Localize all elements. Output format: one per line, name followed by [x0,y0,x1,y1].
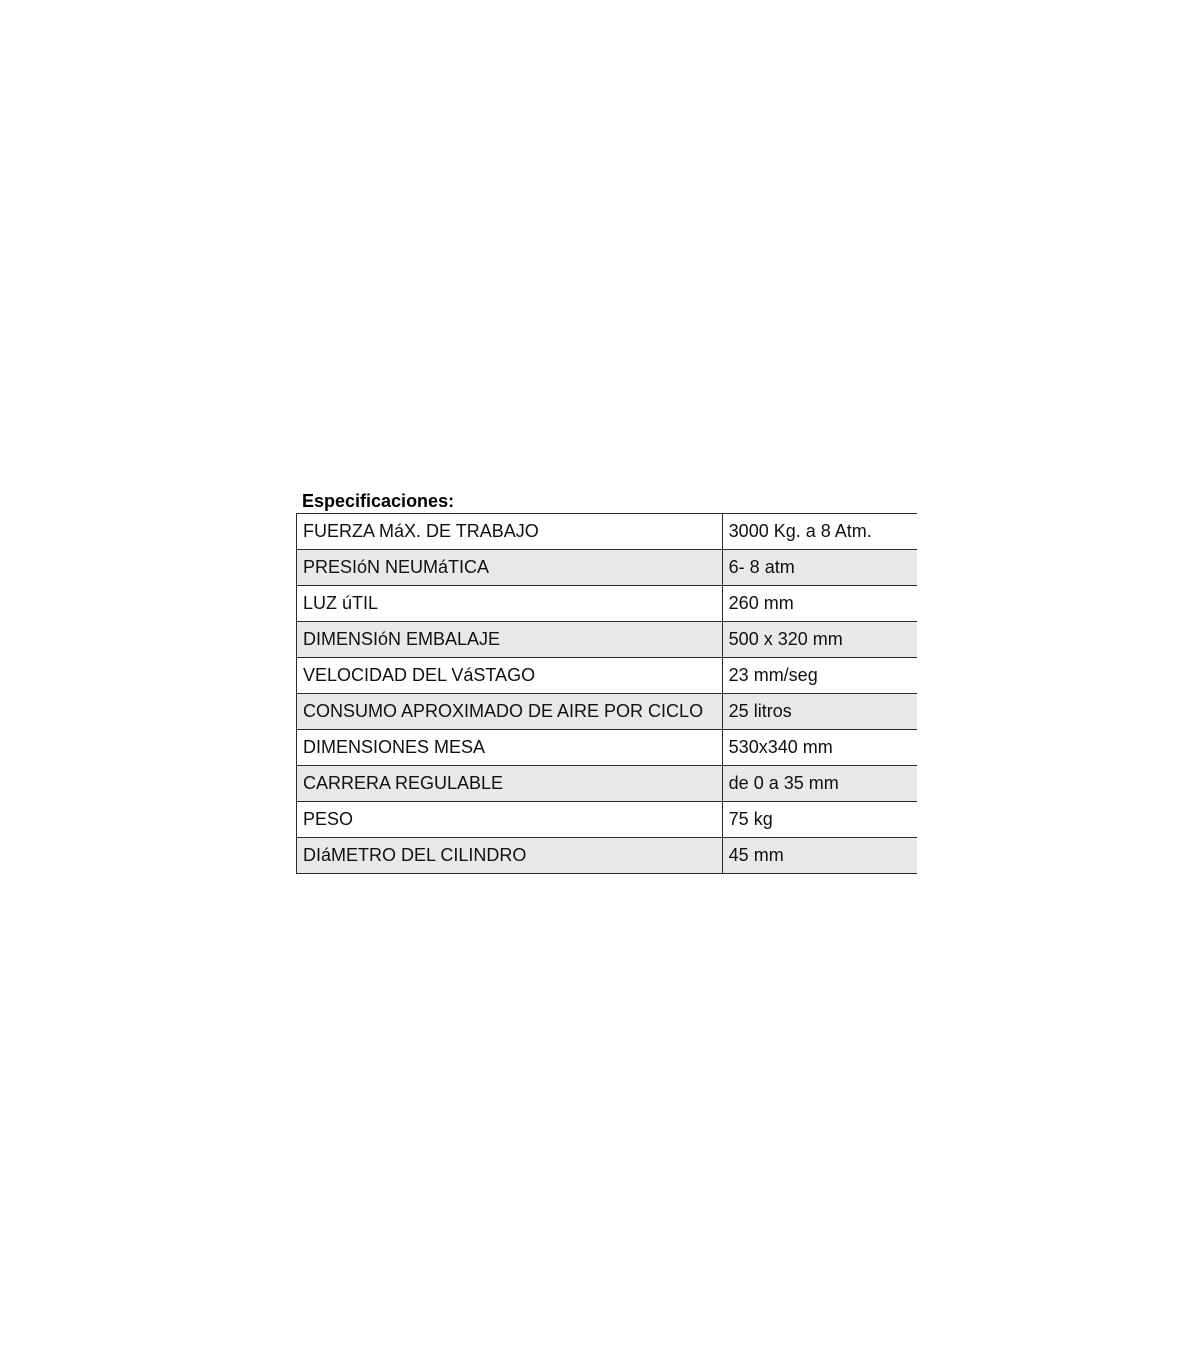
spec-value: 6- 8 atm [722,550,917,586]
spec-value: 75 kg [722,802,917,838]
spec-value: de 0 a 35 mm [722,766,917,802]
table-row [297,802,918,838]
table-row [297,622,918,658]
spec-label: FUERZA MáX. DE TRABAJO [297,514,723,550]
spec-value: 23 mm/seg [722,658,917,694]
spec-value: 530x340 mm [722,730,917,766]
spec-label: CONSUMO APROXIMADO DE AIRE POR CICLO [297,694,723,730]
table-row [297,766,918,802]
spec-value: 25 litros [722,694,917,730]
spec-value: 260 mm [722,586,917,622]
specifications-table [296,513,917,874]
spec-label: PRESIóN NEUMáTICA [297,550,723,586]
spec-label: VELOCIDAD DEL VáSTAGO [297,658,723,694]
spec-label: DIMENSIONES MESA [297,730,723,766]
table-row [297,658,918,694]
spec-label: DIáMETRO DEL CILINDRO [297,838,723,874]
table-row [297,550,918,586]
table-row [297,514,918,550]
specifications-section [296,490,918,874]
spec-label: PESO [297,802,723,838]
table-row [297,730,918,766]
spec-value: 500 x 320 mm [722,622,917,658]
spec-value: 45 mm [722,838,917,874]
spec-label: CARRERA REGULABLE [297,766,723,802]
spec-label: LUZ úTIL [297,586,723,622]
table-row [297,586,918,622]
specifications-title: Especificaciones: [302,491,455,511]
spec-label: DIMENSIóN EMBALAJE [297,622,723,658]
table-row [297,838,918,874]
spec-value: 3000 Kg. a 8 Atm. [722,514,917,550]
table-row [297,694,918,730]
